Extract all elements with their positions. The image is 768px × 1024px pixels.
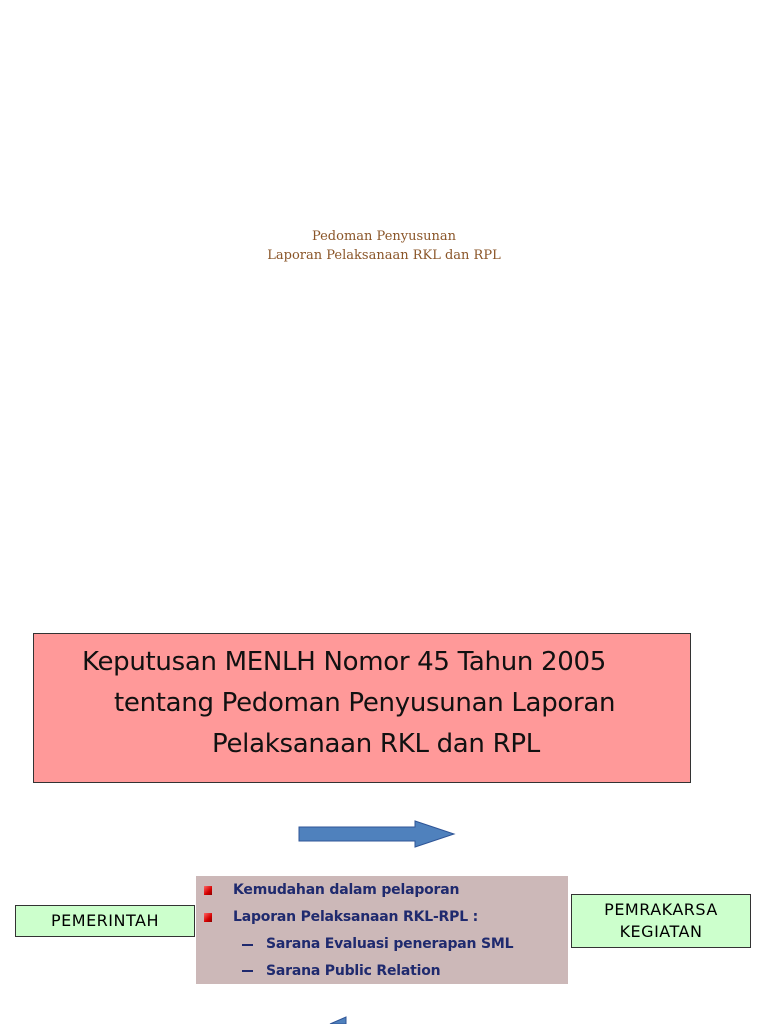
arrow-left-icon: [326, 1016, 356, 1024]
dash-icon: [242, 970, 253, 972]
proponent-box: [571, 894, 751, 948]
government-box: [15, 905, 195, 937]
arrow-right-icon: [298, 820, 458, 850]
government-label: PEMERINTAH: [51, 911, 159, 930]
benefits-list-box: [196, 876, 568, 984]
list-subitem: Sarana Public Relation: [266, 963, 441, 979]
document-title-line-2: Laporan Pelaksanaan RKL dan RPL: [267, 248, 501, 263]
list-item: Kemudahan dalam pelaporan: [233, 882, 460, 898]
decree-title-line-2: tentang Pedoman Penyusunan Laporan: [114, 688, 616, 718]
proponent-label-line-2: KEGIATAN: [619, 922, 703, 941]
proponent-label-line-1: PEMRAKARSA: [604, 900, 718, 919]
decree-title-box: [33, 633, 691, 783]
decree-title-line-1: Keputusan MENLH Nomor 45 Tahun 2005: [82, 647, 607, 677]
document-title: [0, 227, 768, 265]
decree-title-line-3: Pelaksanaan RKL dan RPL: [212, 729, 540, 759]
bullet-icon: [204, 886, 212, 895]
document-title-line-1: Pedoman Penyusunan: [311, 229, 457, 244]
dash-icon: [242, 944, 253, 946]
bullet-icon: [204, 913, 212, 922]
list-subitem: Sarana Evaluasi penerapan SML: [266, 936, 514, 952]
list-item: Laporan Pelaksanaan RKL-RPL :: [233, 909, 478, 925]
